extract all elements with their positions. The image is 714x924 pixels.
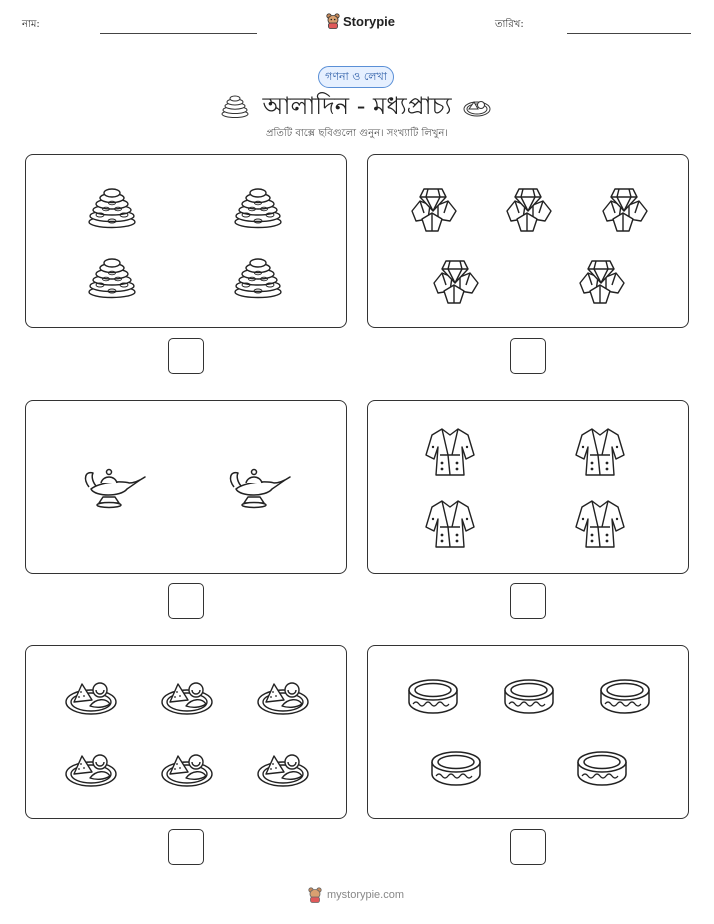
- category-badge: গণনা ও লেখা: [318, 66, 394, 88]
- gem-pile-icon: [406, 181, 460, 235]
- food-plate-icon: [160, 676, 214, 716]
- food-plate-icon: [462, 96, 492, 118]
- date-line[interactable]: [567, 33, 691, 34]
- counting-card-gems: [367, 154, 689, 328]
- bracelet-icon: [597, 676, 653, 716]
- magic-lamp-icon: [81, 461, 147, 511]
- gem-pile-icon: [597, 181, 651, 235]
- answer-box-bracelets[interactable]: [510, 829, 546, 865]
- coin-pile-icon: [232, 185, 284, 229]
- robe-icon: [424, 497, 476, 551]
- brand-logo: [326, 13, 395, 29]
- gem-pile-icon: [428, 253, 482, 307]
- robe-icon: [574, 425, 626, 479]
- gem-pile-icon: [574, 253, 628, 307]
- name-line[interactable]: [100, 33, 257, 34]
- coin-pile-icon: [232, 255, 284, 299]
- counting-card-lamps: [25, 400, 347, 574]
- counting-card-bracelets: [367, 645, 689, 819]
- name-label: নাম:: [22, 19, 40, 30]
- coin-pile-icon: [86, 185, 138, 229]
- instructions: প্রতিটি বাক্সে ছবিগুলো গুনুন। সংখ্যাটি লিখুন।: [266, 128, 448, 139]
- counting-card-food: [25, 645, 347, 819]
- food-plate-icon: [64, 676, 118, 716]
- page-title: আলাদিন - মধ্যপ্রাচ্য: [262, 92, 452, 120]
- brand-name: Storypie: [343, 13, 396, 29]
- answer-box-coins[interactable]: [168, 338, 204, 374]
- robe-icon: [424, 425, 476, 479]
- footer: [308, 887, 404, 903]
- counting-card-coins: [25, 154, 347, 328]
- food-plate-icon: [160, 748, 214, 788]
- footer-url[interactable]: mystorypie.com: [327, 889, 405, 901]
- answer-box-robes[interactable]: [510, 583, 546, 619]
- bracelet-icon: [574, 748, 630, 788]
- magic-lamp-icon: [226, 461, 292, 511]
- bear-icon: [308, 887, 322, 903]
- date-label: তারিখ:: [495, 19, 524, 30]
- answer-box-food[interactable]: [168, 829, 204, 865]
- food-plate-icon: [256, 676, 310, 716]
- coin-pile-icon: [86, 255, 138, 299]
- bracelet-icon: [405, 676, 461, 716]
- bracelet-icon: [501, 676, 557, 716]
- food-plate-icon: [256, 748, 310, 788]
- robe-icon: [574, 497, 626, 551]
- answer-box-gems[interactable]: [510, 338, 546, 374]
- counting-card-robes: [367, 400, 689, 574]
- food-plate-icon: [64, 748, 118, 788]
- bracelet-icon: [428, 748, 484, 788]
- bear-icon: [326, 13, 340, 29]
- gem-pile-icon: [501, 181, 555, 235]
- answer-box-lamps[interactable]: [168, 583, 204, 619]
